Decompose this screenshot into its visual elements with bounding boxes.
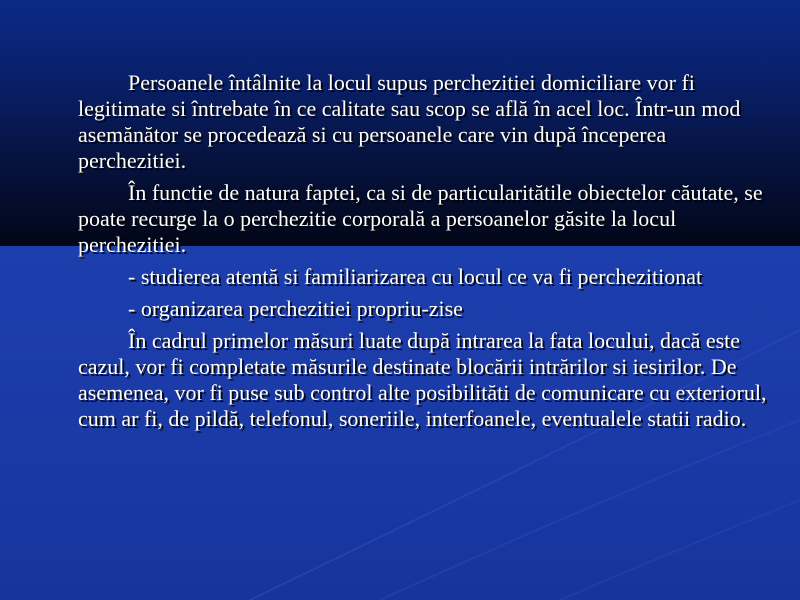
paragraph-1: Persoanele întâlnite la locul supus perchezitiei domiciliare vor fi legitimate si întrebate în ce calitate sau scop se află în acel loc. Într-un mod asemănător se procedează si cu persoanele care vin după începerea perchezitiei. [78,70,741,173]
paragraph-4: - organizarea perchezitiei propriu-zise [128,296,463,321]
paragraph-2: În functie de natura faptei, ca si de particularitătile obiectelor căutate, se poate recurge la o perchezitie corporală a persoanelor găsite la locul perchezitiei. [78,180,763,257]
paragraph-3: - studierea atentă si familiarizarea cu locul ce va fi perchezitionat [128,264,703,289]
paragraph-5: În cadrul primelor măsuri luate după intrarea la fata locului, dacă este cazul, vor fi completate măsurile destinate blocării intrărilor si iesirilor. De asemenea, vor fi puse sub control alte posibilităti de comunicare cu exteriorul, cum ar fi, de pildă, telefonul, soneriile, interfoanele, eventualele statii radio. [78,328,767,431]
slide-body [78,70,768,438]
